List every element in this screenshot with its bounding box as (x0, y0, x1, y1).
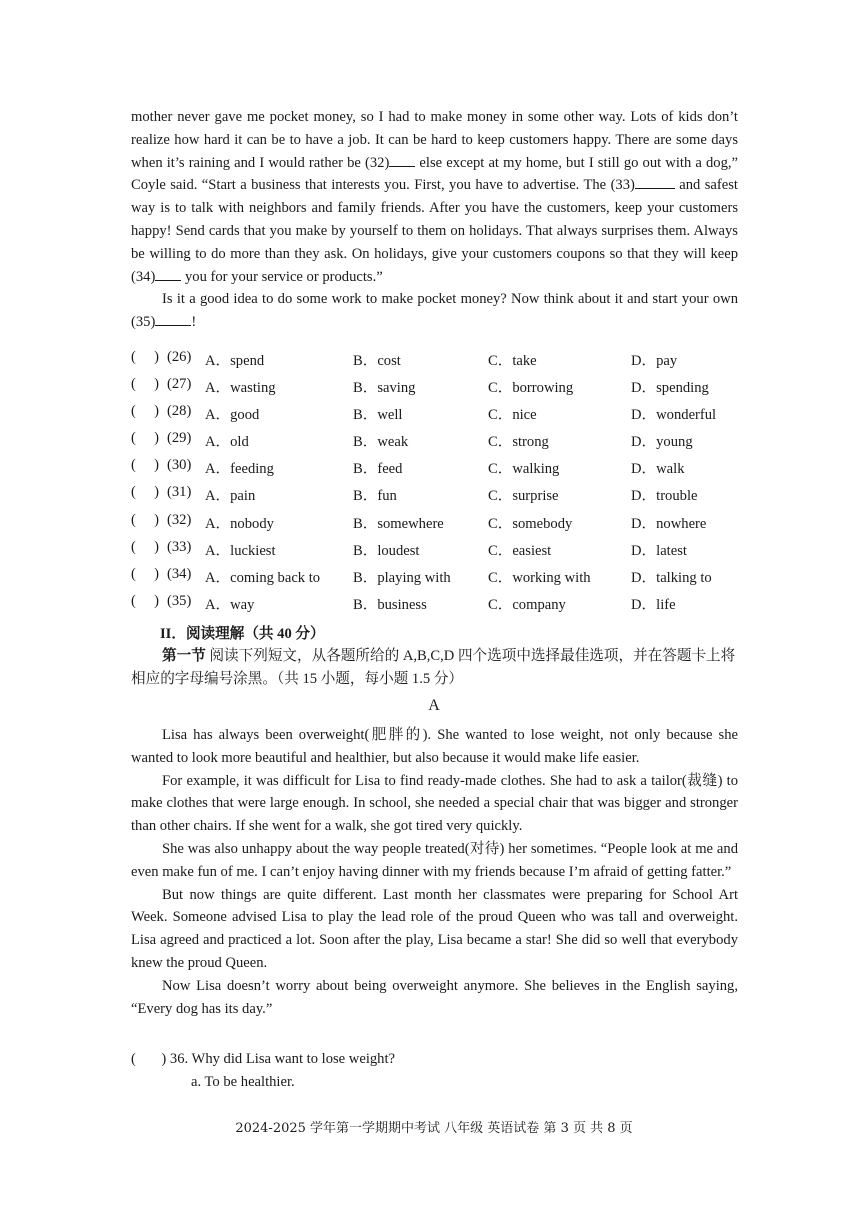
option-b: B．well (353, 407, 403, 424)
option-c: C．surprise (488, 488, 559, 505)
passage-paragraph: For example, it was difficult for Lisa to find ready-made clothes. She had to ask a tailor(裁缝) to make clothes that were large enough. In school, she needed a special chair that was bigger and stronger than other chairs. If she went for a walk, she got tired very quickly. (131, 772, 738, 835)
option-row-32 (131, 509, 771, 536)
cloze-options-list (131, 346, 771, 617)
option-row-29 (131, 427, 771, 454)
option-c: C．working with (488, 569, 591, 586)
answer-bracket: ( ) (131, 457, 159, 474)
option-b: B．loudest (353, 542, 420, 559)
passage-paragraph: But now things are quite different. Last month her classmates were preparing for School Art Week. Someone advised Lisa to play the lead role of the proud Queen who was tall and overweight. Lisa agreed and practiced a lot. Soon after the play, Lisa became a star! She did so well that everybody knew the proud Queen. (131, 886, 738, 971)
option-b: B．feed (353, 461, 403, 478)
answer-bracket: ( ) (131, 430, 159, 447)
option-row-34 (131, 563, 771, 590)
option-a: A．spend (205, 353, 265, 369)
answer-bracket: ( ) (131, 376, 159, 393)
reading-passage (131, 724, 738, 1020)
page-footer: 2024-2025 学年第一学期期中考试 八年级 英语试卷 第 3 页 共 8 页 (235, 1121, 633, 1136)
option-b: B．cost (353, 353, 401, 369)
option-c: C．strong (488, 434, 549, 451)
question-number: (31) (167, 484, 192, 501)
answer-bracket: ( ) (131, 592, 159, 609)
option-a: A．nobody (205, 515, 274, 532)
passage-paragraph: Lisa has always been overweight(肥胖的). She wanted to lose weight, not only because she wanted to look more beautiful and healthier, but also because it would make life easier. (131, 727, 738, 766)
option-d: D．talking to (631, 569, 712, 586)
option-c: C．walking (488, 461, 560, 478)
section-instruction: 第一节 阅读下列短文，从各题所给的 A,B,C,D 四个选项中选择最佳选项，并在答题卡上将相应的字母编号涂黑。（共 15 小题，每小题 1.5 分） (131, 648, 736, 687)
option-a: A．good (205, 407, 260, 424)
question-stem: ( ) 36. Why did Lisa want to lose weight? (131, 1051, 395, 1067)
option-d: D．latest (631, 542, 687, 559)
option-a: A．pain (205, 488, 256, 505)
option-d: D．trouble (631, 488, 698, 505)
question-number: (29) (167, 430, 192, 447)
blank-34-number: (34) (131, 268, 156, 285)
cloze-passage (131, 106, 738, 334)
option-c: C．take (488, 353, 537, 369)
option-c: C．easiest (488, 542, 552, 559)
option-d: D．pay (631, 353, 678, 369)
option-b: B．playing with (353, 569, 451, 586)
option-d: D．nowhere (631, 515, 707, 532)
cloze-paragraph-2: Is it a good idea to do some work to make pocket money? Now think about it and start your own (35) ! (131, 291, 738, 331)
question-number: (30) (167, 457, 192, 474)
option-c: C．nice (488, 407, 537, 424)
question-number: (32) (167, 511, 192, 528)
question-number: (33) (167, 538, 192, 555)
passage-letter: A (428, 697, 440, 714)
blank-34 (155, 268, 181, 281)
question-number: (28) (167, 403, 192, 420)
option-b: B．fun (353, 488, 397, 505)
answer-bracket: ( ) (131, 1051, 167, 1067)
option-b: B．business (353, 596, 427, 613)
cloze-paragraph-1: mother never gave me pocket money, so I had to make money in some other way. Lots of kids don’t realize how hard it can be to have a job. It can be hard to keep customers happy. There are some days when it’s raining and I would rather be (32) else except at my home, but I still go out with a dog,” Coyle said. “Start a business that interests you. First, you have to advertise. The (33) and safest way is to talk with neighbors and family friends. After you have the customers, keep your customers happy! Send cards that you make by yourself to them on holidays. That always surprises them. Always be willing to do more than they ask. On holidays, give your customers coupons so that they will keep (34) you for your service or products.” (131, 109, 738, 285)
passage-paragraph: She was also unhappy about the way people treated(对待) her sometimes. “People look at me and even make fun of me. I can’t enjoy having dinner with my friends because I’m afraid of getting fatter.” (131, 840, 738, 880)
blank-32 (389, 154, 415, 167)
answer-bracket: ( ) (131, 565, 159, 582)
question-36 (131, 1048, 738, 1094)
passage-paragraph: Now Lisa doesn’t worry about being overweight anymore. She believes in the English saying, “Every dog has its day.” (131, 977, 738, 1017)
option-row-35 (131, 590, 771, 617)
option-d: D．walk (631, 461, 685, 478)
question-option-a: a. To be healthier. (191, 1074, 295, 1090)
option-a: A．way (205, 596, 255, 613)
blank-35-number: (35) (131, 314, 156, 331)
option-d: D．spending (631, 380, 709, 397)
option-row-31 (131, 481, 771, 508)
option-row-28 (131, 400, 771, 427)
option-c: C．borrowing (488, 380, 574, 397)
option-row-26 (131, 346, 771, 373)
option-a: A．old (205, 434, 249, 451)
option-b: B．saving (353, 380, 416, 397)
option-row-27 (131, 373, 771, 400)
option-a: A．wasting (205, 380, 276, 397)
option-b: B．somewhere (353, 515, 444, 532)
answer-bracket: ( ) (131, 484, 159, 501)
blank-33 (635, 176, 675, 189)
option-row-33 (131, 536, 771, 563)
option-c: C．somebody (488, 515, 573, 532)
option-d: D．young (631, 434, 693, 451)
option-row-30 (131, 454, 771, 481)
question-number: (26) (167, 349, 192, 365)
part-label: 第一节 (162, 648, 206, 664)
question-number: (34) (167, 565, 192, 582)
blank-32-number: (32) (364, 154, 390, 171)
option-c: C．company (488, 596, 566, 613)
answer-bracket: ( ) (131, 511, 159, 528)
question-number: (27) (167, 376, 192, 393)
answer-bracket: ( ) (131, 538, 159, 555)
option-d: D．wonderful (631, 407, 717, 424)
option-a: A．feeding (205, 461, 274, 478)
option-a: A．luckiest (205, 542, 276, 559)
option-b: B．weak (353, 434, 409, 451)
option-d: D．life (631, 596, 676, 613)
blank-35 (155, 313, 191, 326)
option-a: A．coming back to (205, 569, 321, 586)
question-number: (35) (167, 592, 192, 609)
answer-bracket: ( ) (131, 349, 159, 365)
blank-33-number: (33) (610, 177, 635, 194)
section-title: II．阅读理解（共 40 分） (160, 626, 325, 642)
answer-bracket: ( ) (131, 403, 159, 420)
